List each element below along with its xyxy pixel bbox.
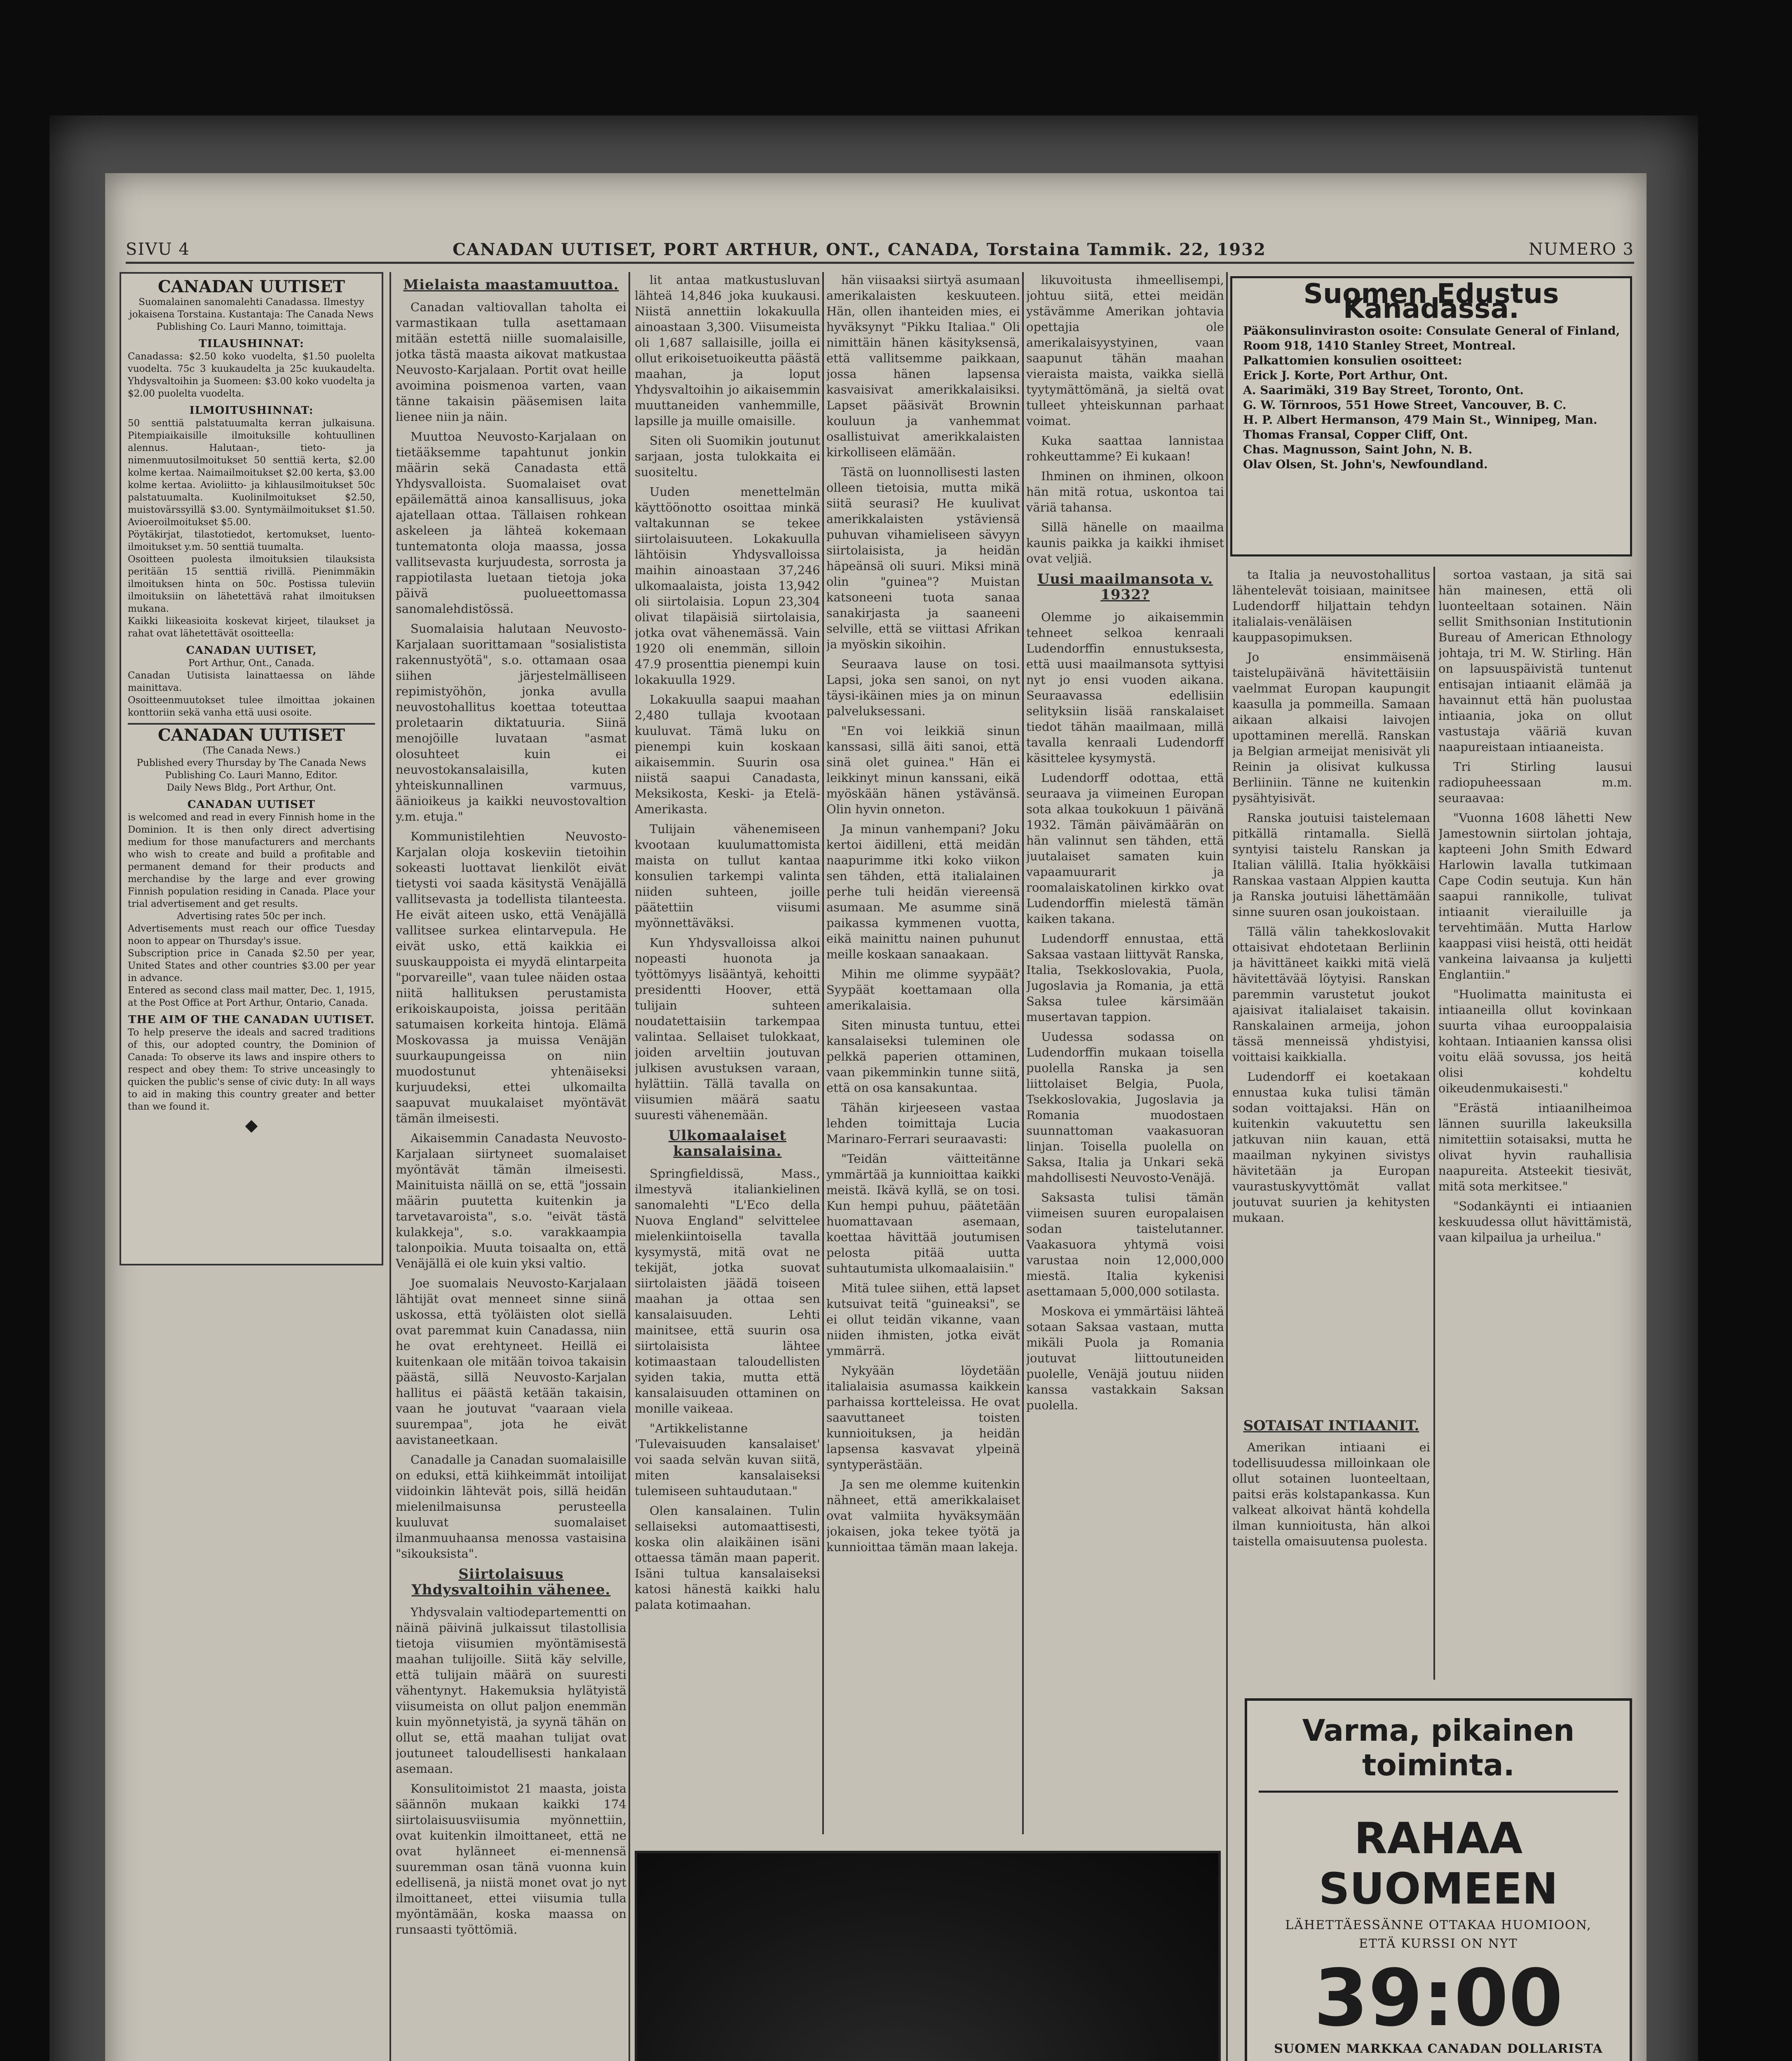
representation-line: H. P. Albert Hermanson, 479 Main St., Winnipeg, Man. (1243, 413, 1597, 427)
ad-subtitle-2: ETTÄ KURSSI ON NYT (1359, 1937, 1518, 1951)
ad-rates-text-3: Osoitteen puolesta ilmoituksien tilauksista peritään 15 senttiä rivillä. Pienimmäkin ilmoituksen hinta on 50c. Postissa tuleviin ilmoituksiin on lähetettävä rahat ilmoituksen mukana. (128, 554, 375, 614)
article-paragraph: Kuka saattaa lannistaa rohkeuttamme? Ei kukaan! (1026, 434, 1224, 463)
article-paragraph: "En voi leikkiä sinun kanssasi, sillä äiti sanoi, että sinä olet guinea." Hän ei leikkinyt minun kanssani, eikä myöskään hänen ystävänsä. Olin hyvin onneton. (826, 724, 1020, 816)
subscription-text: Canadassa: $2.50 koko vuodelta, $1.50 puolelta vuodelta. 75c 3 kuukaudelta ja 25c kuukaudelta. Yhdysvaltoihin ja Suomeen: $3.00 koko vuodelta ja $2.00 puolelta vuodelta. (128, 351, 375, 399)
masthead-title: CANADAN UUTISET, PORT ARTHUR, ONT., CANADA, Torstaina Tammik. 22, 1932 (453, 239, 1266, 259)
article-paragraph: "Erästä intiaanilheimoa lännen suurilla lakeuksilla nimitettiin sotaisaksi, mutta he olivat hyvin rauhallisia naapureita. Atsteekit tiesivät, mitä sota merkitsee." (1438, 1101, 1632, 1193)
article-paragraph: Moskova ei ymmärtäisi lähteä sotaan Saksaa vastaan, mutta mikäli Puola ja Romania joutuvat liittoutuneiden puolelle, Venäjä joutuu niiden kanssa vastakkain Saksan puolella. (1026, 1304, 1224, 1412)
article-paragraph: Canadalle ja Canadan suomalaisille on eduksi, että kiihkeimmät intoilijat viidoinkin lähtevät pois, sillä heidän mielenilmaisunsa perusteella kuuluvat suomalaiset ilmanmuuhaansa menossa vastaisina "sikouksista". (396, 1453, 626, 1561)
page-number: SIVU 4 (126, 240, 190, 259)
article-column-3 (635, 272, 820, 1834)
article-paragraph: Nykyään löydetään italialaisia asumassa kaikkein parhaissa kortteleissa. He ovat saavuttaneet toisten kunnioituksen, ja heidän lapsensa kasvavat ylpeinä syntyperästään. (826, 1364, 1020, 1472)
paper-intro: Suomalainen sanomalehti Canadassa. Ilmestyy jokaisena Torstaina. Kustantaja: The Canada News Publishing Co. Lauri Manno, toimittaja. (129, 297, 374, 332)
subscription-heading: TILAUSHINNAT: (199, 338, 304, 350)
article-paragraph: Ludendorff odottaa, että seuraava ja viimeinen Europan sota alkaa toukokuun 1 päivänä 1932. Tämän päivämäärän on hän valinnut sen tähden, että juutalaiset samaten kuin vapaamuurarit ja roomalaiskatolinen kirkko ovat Ludendorffin mielestä tämän kaiken takana. (1026, 771, 1224, 926)
article-paragraph: ta Italia ja neuvostohallitus lähentelevät toisiaan, mainitsee Ludendorff hiljattain tehdyn italialais-venäläisen kauppasopimuksen. (1232, 568, 1430, 644)
column-rule (1433, 567, 1435, 1680)
address-city: Port Arthur, Ont., Canada. (188, 658, 314, 669)
article-paragraph: Springfieldissä, Mass., ilmestyvä italiankielinen sanomalehti "L'Eco della Nuova England" selvittelee mielenkiintoisella tavalla kysymystä, mitä ovat ne tekijät, jotka suovat siirtolaisten jäädä toiseen maahan ja ottaa sen kansalaisuuden. Lehti mainitsee, että suurin osa siirtolaisista lähtee kotimaastaan taloudellisten syiden takia, mutta että kansalaisuuden ottaminen on monille vaikeaa. (635, 1167, 820, 1415)
korte-agency-ad (1245, 1698, 1632, 2061)
address-name: CANADAN UUTISET, (186, 644, 317, 657)
column-rule (1022, 272, 1024, 1834)
exchange-rate: 39:00 (1314, 1953, 1563, 2044)
article-heading: Mielaista maastamuuttoa. (403, 277, 619, 293)
finnish-representation-box (1230, 276, 1632, 556)
article-paragraph: Siten oli Suomikin joutunut sarjaan, josta tulokkaita ei suositeltu. (635, 434, 820, 479)
paper-name: CANADAN UUTISET (157, 277, 345, 296)
english-heading: CANADAN UUTISET (187, 798, 316, 811)
article-paragraph: Olemme jo aikaisemmin tehneet selkoa kenraali Ludendorffin ennustuksesta, että uusi maailmansota syttyisi nyt jo ensi vuoden aikana. Seuraavassa edellisiin selityksiin lisää ranskalaiset tiedot tähän maailmaan, millä tavalla kenraali Ludendorff käsittelee kysymystä. (1026, 610, 1224, 765)
article-paragraph: Tri Stirling lausui radiopuheessaan m.m. seuraavaa: (1438, 760, 1632, 805)
masthead (126, 237, 1634, 264)
representation-line: Olav Olsen, St. John's, Newfoundland. (1243, 458, 1488, 471)
article-column-2 (396, 272, 626, 2061)
publisher-info-box (120, 272, 383, 1265)
article-paragraph: Seuraava lause on tosi. Lapsi, joka sen sanoi, on nyt täysi-ikäinen mies ja on minun palveluksessani. (826, 657, 1020, 718)
article-column-7 (1438, 567, 1632, 1680)
article-paragraph: Jo ensimmäisenä taistelupäivänä hävitettäisiin vaelmmat Europan kaupungit kaasulla ja pommeilla. Samaan aikaan alkaisi laivojen upottaminen merellä. Ranskan ja Belgian armeijat menisivät yli Reinin ja olisivat kulkussa Berliiniin. Tänne ne kuitenkin pysähtyisivät. (1232, 650, 1430, 805)
english-rates: Advertising rates 50c per inch. (177, 911, 326, 922)
ad-subtitle: LÄHETTÄESSÄNNE OTTAKAA HUOMIOON, (1285, 1918, 1592, 1932)
ad-rates-heading: ILMOITUSHINNAT: (189, 404, 314, 417)
article-paragraph: Uuden menettelmän käyttöönotto osoittaa minkä valtakunnan se tekee siirtolaisuuteen. Lokakuulla lähtöisin Yhdysvalloissa maihin ainoastaan 37,246 ulkomaalaista, joista 13,942 oli siirtolaisia. Lopun 23,304 olivat tilapäisiä siirtolaisia, jotka ovat vähenemässä. Vain 1920 oli enemmän, silloin 47.9 prosenttia pienempi kuin lokakuulla 1929. (635, 485, 820, 687)
article-paragraph: sortoa vastaan, ja sitä sai hän mainesen, että oli luonteeltaan sotainen. Näin sellit Smithsonian Institutionin Bureau of American Ethnology johtaja, tri M. W. Stirling. Hän on lapsuuspäivistä tuntenut entisajan intiaanit elämää ja havainnut että hän puolustaa intiaania, joka on ollut vastustaja vääriä kuvan naapureistaan intiaaneista. (1438, 568, 1632, 754)
representation-line: Thomas Fransal, Copper Cliff, Ont. (1243, 428, 1468, 441)
article-paragraph: Mitä tulee siihen, että lapset kutsuivat teitä "guineaksi", se ei ollut teidän vikanne, vaan niiden ihmisten, jotka eivät ymmärrä. (826, 1281, 1020, 1358)
article-paragraph: Yhdysvalain valtiodepartementti on näinä päivinä julkaissut tilastollisia tietoja viisumien myöntämisestä maahan tulijoille. Siitä käy selville, että tulijain määrä on suuresti vähentynyt. Hakemuksia hylätyistä viisumeista on ollut paljon enemmän kuin myönnetyistä, ja syynä tähän on ollut se, että maahan tulijat ovat joutuneet taloudellisesti hankalaan asemaan. (396, 1605, 626, 1776)
article-paragraph: "Artikkelistanne 'Tulevaisuuden kansalaiset' voi saada selvän kuvan siitä, miten kansalaiseksi tulemiseen suhtaudutaan." (635, 1421, 820, 1498)
article-paragraph: "Huolimatta mainitusta ei intiaaneilla ollut kovinkaan suurta vihaa eurooppalaisia kohtaan. Intiaanien kanssa olisi voitu elää sovussa, jos heitä olisi kohdeltu oikeudenmukaisesti." (1438, 987, 1632, 1095)
article-paragraph: Muuttoa Neuvosto-Karjalaan on tietääksemme tapahtunut jonkin määrin sekä Canadasta että Yhdysvalloista. Suomalaiset ovat epäilemättä ainoa kansallisuus, joka ajatellaan ottaa. Tällaisen rohkean askeleen ja lähteä kokemaan tuntematonta oloja maassa, jossa vallitsevasta kurjuudesta, sorrosta ja rappiotilasta luetaan tietoja joka päivä puolueettomassa sanomalehdistössä. (396, 430, 626, 616)
exchange-rate-label: SUOMEN MARKKAA CANADAN DOLLARISTA (1259, 2042, 1618, 2061)
article-paragraph: Tulijain vähenemiseen kvootaan kuulumattomista maista on tullut kantaa konsulien tarkempi valinta niiden suhteen, joille päätettiin viisumi myönnettäväksi. (635, 822, 820, 930)
article-paragraph: Tällä välin tahekkoslovakit ottaisivat ehdotetaan Berliinin ja hävittäneet kaikki mitä vielä hävitettävää löytyisi. Ranskan paremmin varustetut joukot ajaisivat italialaiset takaisin. Ranskalainen armeija, johon tässä menneissä yhdistyisi, voittaisi kaikkialla. (1232, 925, 1430, 1064)
article-paragraph: "Vuonna 1608 lähetti New Jamestownin siirtolan johtaja, kapteeni John Smith Edward Harlowin lavalla tutkimaan Cape Codin seutuja. Kun hän saapui rannikolle, tulivat intiaanit vierailuille ja tervehtimään. Mutta Harlow kaappasi viisi heistä, otti heidät vankeina laivaansa ja kuljetti Englantiin." (1438, 811, 1632, 981)
english-address: Daily News Bldg., Port Arthur, Ont. (167, 782, 336, 793)
column-rule (822, 272, 824, 1834)
article-paragraph: Ranska joutuisi taistelemaan pitkällä rintamalla. Siellä syntyisi taistelu Ranskan ja Italian välillä. Italia hyökkäisi Ranskaa vastaan Alppien kautta ja Ranska joutuisi lähettämään sinne suuren osan joukoistaan. (1232, 811, 1430, 919)
article-paragraph: likuvoitusta ihmeellisempi, johtuu siitä, ettei meidän ystävämme Amerikan johtavia opettajia ole amerikalaisyystyinen, vaan saapunut tähän maahan vieraista maista, vaikka siellä tyytymättömänä, ja sieltä ovat tulleet yhteiskunnan parhaat voimat. (1026, 273, 1224, 428)
representation-line: A. Saarimäki, 319 Bay Street, Toronto, Ont. (1243, 383, 1524, 397)
article-paragraph: Saksasta tulisi tämän viimeisen suuren europalaisen sodan taistelutanner. Vaakasuora yhtymä voisi varustaa noin 12,000,000 miestä. Italia kykenisi asettamaan 5,000,000 sotilasta. (1026, 1190, 1224, 1298)
aim-heading: THE AIM OF THE CANADAN UUTISET. (128, 1014, 375, 1026)
article-paragraph: Tästä on luonnollisesti lasten olleen tietoisia, mutta mikä siitä seurasi? He kuulivat amerikkalaisten ystäviensä puhuvan vihamieliseen sävyyn siirtolaisista, ja heidän häpeänsä oli suuri. Miksi minä olin "guinea"? Muistan katsoneeni tuota sanaa sanakirjasta ja saaneeni selville, että se viittasi Afrikan ja myöskin sikoihin. (826, 465, 1020, 651)
article-paragraph: Lokakuulla saapui maahan 2,480 tullaja kvootaan kuuluvat. Tämä luku on pienempi kuin koskaan aikaisemmin. Suurin osa niistä saapui Canadasta, Meksikosta, Keski- ja Etelä-Amerikasta. (635, 692, 820, 816)
representation-line: Erick J. Korte, Port Arthur, Ont. (1243, 369, 1448, 382)
divider (128, 723, 375, 725)
article-paragraph: Ja minun vanhempani? Joku kertoi äidilleni, että meidän naapurimme itki koko viikon sen tähden, että italialainen perhe tuli heidän viereensä asumaan. Me asumme sinä paikassa kymmenen vuotta, eikä mainittu nainen puhunut meille koskaan sanaakaan. (826, 822, 1020, 961)
article-heading: Siirtolaisuus Yhdysvaltoihin vähenee. (411, 1566, 611, 1598)
address-change-notice: Osoitteenmuutokset tulee ilmoittaa jokainen konttoriin sekä vanha että uusi osoite. (128, 695, 375, 718)
ad-rates-text: 50 senttiä palstatuumalta kerran julkaisuna. Pitempiaikaisille ilmoituksille kohtuullinen alennus. Halutaan-, tieto- ja nimenmuutosilmoitukset 50 senttiä kerta, $2.00 kolme kertaa. Naimailmoitukset $2.00 kerta, $3.00 kolme kertaa. Avioliitto- ja kihlausilmoitukset 50c palstatuumalta. Kuolinilmoitukset $2.50, muistovärssyillä $3.00. Syntymäilmoitukset $1.50. Avioeroilmoitukset $5.00. (128, 418, 375, 528)
english-entered: Entered as second class mail matter, Dec. 1, 1915, at the Post Office at Port Arthur, Ontario, Canada. (128, 985, 375, 1008)
article-heading: Ulkomaalaiset kansalaisina. (668, 1127, 787, 1160)
english-title: CANADAN UUTISET (157, 725, 345, 745)
article-paragraph: Ihminen on ihminen, olkoon hän mitä rotua, uskontoa tai väriä tahansa. (1026, 469, 1224, 514)
article-paragraph: Konsulitoimistot 21 maasta, joista säännön mukaan kaikki 174 siirtolaisuusviisumia myönnettiin, ovat kuitenkin ilmoittaneet, että ne ovat hylänneet ei-mennensä suuremman osan tänä vuonna kuin edellisenä, ja niistä monet ovat jo nyt ilmoittaneet, ettei viisumia tulla myöntämään, koska maassa on runsaasti työttömiä. (396, 1782, 626, 1937)
column-rule (629, 272, 630, 2061)
article-heading: SOTAISAT INTIAANIT. (1243, 1418, 1419, 1434)
article-paragraph: Suomalaisia halutaan Neuvosto-Karjalaan suorittamaan "sosialistista rakennustyötä", s.o. ottamaan osaa siihen järjestelmälliseen repimistyöhön, jonka avulla neuvostohallitus koettaa toteuttaa proletaarin diktatuuria. Siinä menojöille luvataan "asmat olosuhteet kuin ei neuvostokansalaisilla, kuten yhteiskunnallinen varmuus, äänioikeus ja kaikki neuvostovaltion y.m. etuja." (396, 622, 626, 824)
representation-line: Room 918, 1410 Stanley Street, Montreal. (1243, 339, 1516, 352)
issue-number: NUMERO 3 (1529, 240, 1634, 259)
ad-rates-text-4: Kaikki liikeasioita koskevat kirjeet, tilaukset ja rahat ovat lähetettävät osoitteella: (128, 616, 375, 639)
article-paragraph: Mihin me olimme syypäät? Syypäät koettamaan olla amerikalaisia. (826, 967, 1020, 1012)
english-subtitle: (The Canada News.) (202, 745, 300, 756)
english-body: is welcomed and read in every Finnish home in the Dominion. It is then only direct advertising medium for those manufacturers and merchants who wish to create and build a profitable and permanent demand for their products and merchandise by the large and ever growing Finnish population residing in Canada. Place your trial advertisement and get results. (128, 812, 375, 909)
diamond-ornament-icon: ◆ (245, 1116, 258, 1135)
article-paragraph: Uudessa sodassa on Ludendorffin mukaan toisella puolella Ranska ja sen liittolaiset Belgia, Puola, Tsekkoslovakia, Jugoslavia ja Romania muodostaen suunnattoman vaakasuoran linjan. Toisella puolella on Saksa, Italia ja Unkari sekä mahdollisesti Neuvosto-Venäjä. (1026, 1030, 1224, 1185)
article-paragraph: hän viisaaksi siirtyä asumaan amerikalaisten keskuuteen. Hän, ollen ihanteiden mies, ei hyväksynyt "Pikku Italiaa." Oli nimittäin hänen käsityksensä, että vallitsemme paikkaan, jossa hänen lapsensa kasvaisivat amerikkalaisiksi. Lapset pääsivät Brownin kouluun ja vanhemmat osallistuivat amerikkalaisten kirkolliseen elämään. (826, 273, 1020, 459)
article-paragraph: Ja sen me olemme kuitenkin nähneet, että amerikkalaiset ovat valmiita hyväksymään jokaisen, joka tekee työtä ja kunnioittaa tämän maan lakeja. (826, 1477, 1020, 1554)
english-subscription: Subscription price in Canada $2.50 per year, United States and other countries $3.00 per year in advance. (128, 948, 375, 984)
article-paragraph: Ludendorff ennustaa, että Saksaa vastaan liittyvät Ranska, Italia, Tsekkoslovakia, Puola, Jugoslavia ja Romania, ja että Saksa tulee kärsimään musertavan tappion. (1026, 932, 1224, 1024)
article-paragraph: Joe suomalais Neuvosto-Karjalaan lähtijät ovat menneet sinne siinä uskossa, että työläisten olot siellä ovat paremmat kuin Canadassa, niin he ovat erehtyneet. Heillä ei kuitenkaan ole mitään toivoa takaisin päästä, sillä Neuvosto-Karjalan hallitus ei päästä ketään takaisin, vaan he joutuvat "vaaraan viela suurempaa", jota he eivät aavistaneetkaan. (396, 1276, 626, 1447)
article-paragraph: Siten minusta tuntuu, ettei kansalaiseksi tuleminen ole pelkkä paperien ottaminen, vaan pikemminkin tunne siitä, että on osa kansakuntaa. (826, 1018, 1020, 1095)
article-paragraph: Kommunistilehtien Neuvosto-Karjalan oloja koskeviin tietoihin sokeasti luottavat lienkilöt eivät tietysti voi saada käsitystä Venäjällä vallitsevasta ja todellista tilanteesta. He eivät aiteen usko, että Venäjällä vallitsee surkea elintarvepula. He eivät usko, että kaikkia ei suuskauppoista ei myydä elintarpeita "porvareille", vaan tulee näiden ostaa niitä hallituksen perustamista erikoiskaupoista, joissa peritään satumaisen korkeita hintoja. Elämä Moskovassa ja muissa Venäjän suurkaupungeissa on niin muodostunut yhtenäiseksi kurjuudeksi, ettei ulkomailta saapuvat muukalaiset myöntävät tämän ilmeisesti. (396, 829, 626, 1125)
ad-rates-text-2: Pöytäkirjat, tilastotiedot, kertomukset, luento-ilmoitukset y.m. 50 senttiä tuumalta. (128, 529, 375, 552)
column-rule (1226, 272, 1228, 2061)
article-sotaisat (1232, 1418, 1430, 1686)
article-paragraph: Tähän kirjeeseen vastaa lehden toimittaja Lucia Marinaro-Ferrari seuraavasti: (826, 1101, 1020, 1146)
ad-title: RAHAA SUOMEEN (1318, 1813, 1558, 1914)
article-paragraph: Sillä hänelle on maailma kaunis paikka ja kaikki ihmiset ovat veljiä. (1026, 520, 1224, 566)
aim-body: To help preserve the ideals and sacred traditions of this, our adopted country, the Dominion of Canada: To observe its laws and inspire others to respect and obey them: To strive unceasingly to quicken the public's sense of civic duty: In all ways to aid in making this country greater and better than we found it. (128, 1027, 375, 1112)
article-paragraph: Canadan valtiovallan taholta ei varmastikaan tulla asettamaan mitään estettä niille suomalaisille, jotka tästä maasta aikovat matkustaa Neuvosto-Karjalaan. Portit ovat heille avoimina poismenoa varten, vaan tänne takaisin pääsemisen laita lienee niin ja näin. (396, 300, 626, 424)
article-column-4 (826, 272, 1020, 1834)
english-deadline: Advertisements must reach our office Tuesday noon to appear on Thursday's issue. (128, 923, 375, 946)
english-publisher: Published every Thursday by The Canada News Publishing Co. Lauri Manno, Editor. (136, 758, 366, 781)
representation-line: Palkattomien konsulien osoitteet: (1243, 354, 1462, 367)
article-paragraph: "Teidän väitteitänne ymmärtää ja kunnioittaa kaikki meistä. Ikävä kyllä, se on tosi. Kun hempi puhuu, päätetään huomattavaan asemaan, koettaa hävittää joutumisen pelosta pitää uutta suhtautumista ulkomaalaisiin." (826, 1152, 1020, 1275)
article-paragraph: Olen kansalainen. Tulin sellaiseksi automaattisesti, koska olin alaikäinen isäni ottaessa tämän maan paperit. Isäni tultua kansalaiseksi katosi hänestä kaikki halu palata kotimaahan. (635, 1504, 820, 1612)
article-paragraph: Kun Yhdysvalloissa alkoi nopeasti huonota ja työttömyys lisääntyä, kehoitti presidentti Hoover, että tulijain suhteen noudatettaisiin tarkempaa valintaa. Sellaiset tulokkaat, joiden arveltiin joutuvan julkisen avustuksen varaan, hylättiin. Tällä tavalla on viisumien määrä saatu suuresti vähenemään. (635, 936, 820, 1122)
citation-notice: Canadan Uutisista lainattaessa on lähde mainittava. (128, 670, 375, 693)
news-photo (635, 1851, 1221, 2061)
column-rule (389, 272, 391, 2061)
ad-headline: Varma, pikainen toiminta. (1259, 1713, 1618, 1793)
representation-line: Chas. Magnusson, Saint John, N. B. (1243, 443, 1473, 456)
representation-line: G. W. Törnroos, 551 Howe Street, Vancouver, B. C. (1243, 398, 1567, 412)
article-paragraph: Ludendorff ei koetakaan ennustaa kuka tulisi tämän sodan voittajaksi. Hän on kuitenkin vakuutettu sen jatkuvan niin kauan, että maailman nykyinen sivistys hävitetään ja Europan vaurastuskyvyttömät vallat joutuvat suurien ja kehitysten mukaan. (1232, 1070, 1430, 1225)
article-column-6 (1232, 567, 1430, 1412)
article-paragraph: Amerikan intiaani ei todellisuudessa milloinkaan ole ollut sotainen luonteeltaan, paitsi eräs kolstapankassa. Kun valkeat alkoivat häntä kohdella ilman kunnioitusta, hän alkoi taistella omaisuutensa puolesta. (1232, 1440, 1430, 1548)
article-paragraph: Aikaisemmin Canadasta Neuvosto-Karjalaan siirtyneet suomalaiset myöntävät tämän ilmeisesti. Mainituista näillä on se, että "jossain määrin puutetta kuitenkin ja tarvetavaroista", s.o. "eivät tästä kulakkeja", s.o. varakkaampia talonpoikia. Muuta toisaalta on, että Venäjällä ei ole kuin yksi valtio. (396, 1131, 626, 1270)
article-paragraph: "Sodankäynti ei intiaanien keskuudessa ollut hävittämistä, vaan kilpailua ja urheilua." (1438, 1199, 1632, 1244)
article-paragraph: lit antaa matkustusluvan lähteä 14,846 joka kuukausi. Niistä annettiin lokakuulla ainoastaan 3,300. Viisumeista oli 1,687 sallaisille, joilla ei ollut erikoisetuoikeutta päästä maahan, ja loput Yhdysvaltoihin jo aikaisemmin muuttaneiden vanhemmille, lapsille ja muille omaisille. (635, 273, 820, 428)
article-column-5 (1026, 272, 1224, 1834)
representation-line: Pääkonsulinviraston osoite: Consulate General of Finland, (1243, 324, 1620, 338)
article-heading: Uusi maailmansota v. 1932? (1037, 571, 1213, 603)
representation-title: Suomen Edustus Kanadassa. (1303, 278, 1559, 324)
